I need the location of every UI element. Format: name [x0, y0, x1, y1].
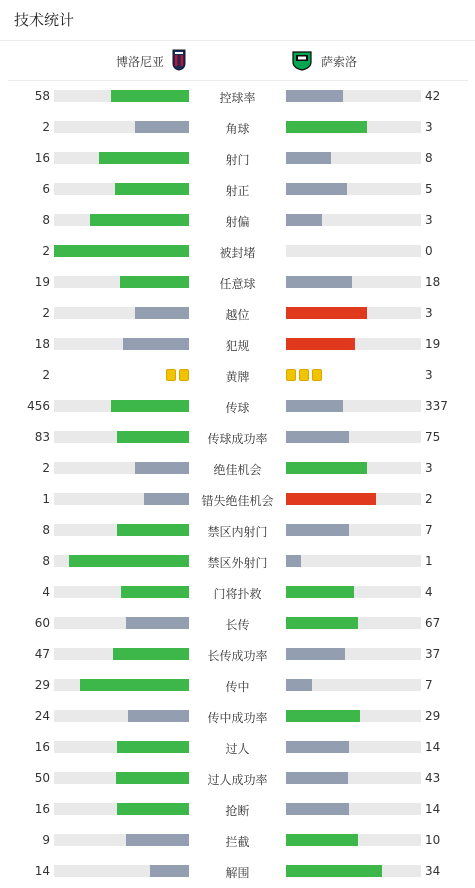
- away-bar-track: [286, 183, 421, 195]
- away-value: 75: [425, 430, 441, 444]
- stat-label: 过人: [225, 742, 250, 756]
- stat-label: 犯规: [225, 339, 250, 353]
- stat-label: 射偏: [225, 215, 250, 229]
- away-bar: [286, 679, 312, 691]
- away-bar-track: [286, 338, 421, 350]
- home-value: 24: [34, 709, 50, 723]
- away-value: 5: [425, 182, 433, 196]
- stat-label: 门将扑救: [213, 587, 262, 601]
- away-value: 2: [425, 492, 433, 506]
- away-bar-track: [286, 245, 421, 257]
- stat-row: [0, 583, 475, 603]
- home-value: 16: [34, 802, 50, 816]
- away-bar: [286, 400, 343, 412]
- stat-label: 控球率: [219, 91, 256, 105]
- away-value: 29: [425, 709, 441, 723]
- stat-label: 错失绝佳机会: [201, 494, 274, 508]
- home-bar: [135, 307, 189, 319]
- home-team-name: 博洛尼亚: [116, 54, 165, 69]
- home-value: 47: [34, 647, 50, 661]
- home-bar-track: [54, 245, 189, 257]
- home-bar: [126, 834, 189, 846]
- stat-row: [0, 769, 475, 789]
- away-team[interactable]: [291, 48, 357, 74]
- home-bar-track: [54, 214, 189, 226]
- stat-row: [0, 521, 475, 541]
- home-value: 456: [27, 399, 50, 413]
- away-bar-track: [286, 152, 421, 164]
- stat-row: [0, 428, 475, 448]
- home-bar-track: [54, 121, 189, 133]
- home-bar-track: [54, 431, 189, 443]
- stat-row: [0, 87, 475, 107]
- home-value: 19: [34, 275, 50, 289]
- home-bar-track: [54, 865, 189, 877]
- away-value: 4: [425, 585, 433, 599]
- home-bar: [120, 276, 189, 288]
- away-bar: [286, 834, 358, 846]
- away-bar: [286, 152, 331, 164]
- away-value: 8: [425, 151, 433, 165]
- stat-row: [0, 273, 475, 293]
- home-value: 16: [34, 740, 50, 754]
- stat-label: 长传成功率: [207, 649, 268, 663]
- team-divider: [8, 80, 468, 81]
- away-value: 43: [425, 771, 441, 785]
- away-bar-track: [286, 276, 421, 288]
- away-bar-track: [286, 555, 421, 567]
- home-bar: [90, 214, 189, 226]
- home-bar-track: [54, 90, 189, 102]
- away-bar: [286, 214, 322, 226]
- away-bar: [286, 431, 349, 443]
- home-bar-track: [54, 617, 189, 629]
- away-value: 3: [425, 213, 433, 227]
- away-bar-track: [286, 431, 421, 443]
- home-bar-track: [54, 276, 189, 288]
- stat-label: 角球: [225, 122, 250, 136]
- stat-label: 射正: [225, 184, 250, 198]
- home-bar-track: [54, 586, 189, 598]
- stat-row: [0, 707, 475, 727]
- yellow-card-icon: [166, 369, 176, 381]
- home-bar: [126, 617, 189, 629]
- home-bar-track: [54, 462, 189, 474]
- home-value: 29: [34, 678, 50, 692]
- home-bar: [116, 772, 189, 784]
- away-bar-track: [286, 90, 421, 102]
- home-bar: [144, 493, 189, 505]
- home-value: 2: [42, 306, 50, 320]
- home-value: 2: [42, 244, 50, 258]
- away-value: 3: [425, 368, 433, 382]
- yellow-card-icon: [299, 369, 309, 381]
- home-value: 8: [42, 523, 50, 537]
- home-bar: [117, 803, 189, 815]
- home-value: 83: [34, 430, 50, 444]
- away-bar: [286, 555, 301, 567]
- home-bar-track: [54, 493, 189, 505]
- bologna-crest-icon: [172, 49, 186, 74]
- away-bar-track: [286, 710, 421, 722]
- stat-row: [0, 800, 475, 820]
- home-value: 8: [42, 554, 50, 568]
- away-value: 14: [425, 740, 441, 754]
- home-bar-track: [54, 338, 189, 350]
- stat-label: 传中: [225, 680, 250, 694]
- home-bar: [135, 121, 189, 133]
- away-bar: [286, 121, 367, 133]
- home-bar-track: [54, 307, 189, 319]
- away-bar-track: [286, 834, 421, 846]
- away-bar: [286, 586, 354, 598]
- home-bar: [113, 648, 189, 660]
- home-value: 50: [34, 771, 50, 785]
- stat-row: [0, 490, 475, 510]
- stat-row: [0, 645, 475, 665]
- home-value: 16: [34, 151, 50, 165]
- away-value: 18: [425, 275, 441, 289]
- away-bar-track: [286, 493, 421, 505]
- away-bar: [286, 803, 349, 815]
- home-bar: [117, 741, 189, 753]
- home-bar-track: [54, 834, 189, 846]
- home-bar-track: [54, 803, 189, 815]
- away-bar-track: [286, 679, 421, 691]
- home-bar: [80, 679, 189, 691]
- away-bar-track: [286, 121, 421, 133]
- away-bar-track: [286, 741, 421, 753]
- home-bar: [99, 152, 189, 164]
- away-bar-track: [286, 772, 421, 784]
- header-divider: [0, 40, 475, 41]
- stat-label: 拦截: [225, 835, 250, 849]
- stat-row: [0, 211, 475, 231]
- away-value: 7: [425, 523, 433, 537]
- home-bar-track: [54, 555, 189, 567]
- stat-row: [0, 335, 475, 355]
- home-value: 58: [34, 89, 50, 103]
- away-bar: [286, 617, 358, 629]
- home-value: 4: [42, 585, 50, 599]
- away-bar: [286, 648, 345, 660]
- stat-label: 越位: [225, 308, 250, 322]
- away-value: 67: [425, 616, 441, 630]
- away-bar-track: [286, 307, 421, 319]
- away-bar: [286, 183, 347, 195]
- home-value: 60: [34, 616, 50, 630]
- away-bar: [286, 307, 367, 319]
- away-bar-track: [286, 865, 421, 877]
- away-value: 337: [425, 399, 448, 413]
- stat-row: [0, 118, 475, 138]
- home-bar: [117, 431, 189, 443]
- home-bar-track: [54, 183, 189, 195]
- stat-label: 禁区内射门: [207, 525, 268, 539]
- away-bar: [286, 276, 352, 288]
- home-bar-track: [54, 152, 189, 164]
- away-bar-track: [286, 400, 421, 412]
- home-team[interactable]: [116, 48, 186, 74]
- home-value: 2: [42, 120, 50, 134]
- stat-row: [0, 242, 475, 262]
- home-value: 1: [42, 492, 50, 506]
- stat-row: [0, 831, 475, 851]
- stat-row: [0, 149, 475, 169]
- home-value: 8: [42, 213, 50, 227]
- away-value: 1: [425, 554, 433, 568]
- away-bar: [286, 524, 349, 536]
- away-bar: [286, 90, 343, 102]
- away-bar: [286, 865, 382, 877]
- home-value: 2: [42, 368, 50, 382]
- stat-row: [0, 304, 475, 324]
- home-value: 2: [42, 461, 50, 475]
- home-bar-track: [54, 741, 189, 753]
- stat-label: 禁区外射门: [207, 556, 268, 570]
- stat-label: 黄牌: [225, 370, 250, 384]
- home-bar: [111, 400, 189, 412]
- away-bar: [286, 462, 367, 474]
- home-bar: [111, 90, 189, 102]
- away-bar-track: [286, 214, 421, 226]
- away-bar: [286, 710, 360, 722]
- away-bar: [286, 493, 376, 505]
- sassuolo-crest-icon: [291, 49, 313, 74]
- home-value: 6: [42, 182, 50, 196]
- stat-row: [0, 366, 475, 386]
- away-bar-track: [286, 803, 421, 815]
- home-bar-track: [54, 772, 189, 784]
- stat-row: [0, 614, 475, 634]
- home-value: 9: [42, 833, 50, 847]
- home-value: 18: [34, 337, 50, 351]
- stat-label: 传球成功率: [207, 432, 268, 446]
- home-bar: [117, 524, 189, 536]
- home-bar-track: [54, 648, 189, 660]
- yellow-card-icon: [286, 369, 296, 381]
- away-value: 19: [425, 337, 441, 351]
- home-bar-track: [54, 679, 189, 691]
- away-team-name: 萨索洛: [321, 54, 358, 69]
- home-bar: [128, 710, 189, 722]
- away-value: 37: [425, 647, 441, 661]
- away-value: 7: [425, 678, 433, 692]
- stat-label: 长传: [225, 618, 250, 632]
- home-bar-track: [54, 400, 189, 412]
- home-bar: [115, 183, 189, 195]
- page-title: 技术统计: [14, 11, 75, 29]
- stat-row: [0, 738, 475, 758]
- stat-label: 任意球: [219, 277, 256, 291]
- home-bar: [69, 555, 189, 567]
- home-bar-track: [54, 524, 189, 536]
- home-bar: [54, 245, 189, 257]
- away-bar-track: [286, 648, 421, 660]
- home-bar: [121, 586, 189, 598]
- stat-row: [0, 552, 475, 572]
- stat-label: 被封堵: [219, 246, 256, 260]
- away-value: 3: [425, 461, 433, 475]
- yellow-card-icon: [312, 369, 322, 381]
- away-value: 10: [425, 833, 441, 847]
- stat-label: 射门: [225, 153, 250, 167]
- away-bar-track: [286, 524, 421, 536]
- stat-row: [0, 862, 475, 882]
- home-bar: [123, 338, 189, 350]
- away-bar: [286, 338, 355, 350]
- home-yellow-cards: [166, 369, 189, 382]
- away-value: 3: [425, 306, 433, 320]
- stat-row: [0, 397, 475, 417]
- home-bar: [135, 462, 189, 474]
- stat-row: [0, 180, 475, 200]
- stat-label: 抢断: [225, 804, 250, 818]
- away-value: 34: [425, 864, 441, 878]
- stat-label: 过人成功率: [207, 773, 268, 787]
- away-bar: [286, 772, 348, 784]
- away-value: 14: [425, 802, 441, 816]
- away-value: 0: [425, 244, 433, 258]
- home-value: 14: [34, 864, 50, 878]
- stat-label: 传中成功率: [207, 711, 268, 725]
- stat-label: 解围: [225, 866, 250, 880]
- away-value: 3: [425, 120, 433, 134]
- stat-label: 传球: [225, 401, 250, 415]
- away-yellow-cards: [286, 369, 322, 382]
- home-bar: [150, 865, 189, 877]
- home-bar-track: [54, 710, 189, 722]
- away-value: 42: [425, 89, 441, 103]
- stat-row: [0, 676, 475, 696]
- away-bar-track: [286, 462, 421, 474]
- away-bar: [286, 741, 349, 753]
- yellow-card-icon: [179, 369, 189, 381]
- stat-label: 绝佳机会: [213, 463, 262, 477]
- away-bar-track: [286, 586, 421, 598]
- away-bar-track: [286, 617, 421, 629]
- stat-row: [0, 459, 475, 479]
